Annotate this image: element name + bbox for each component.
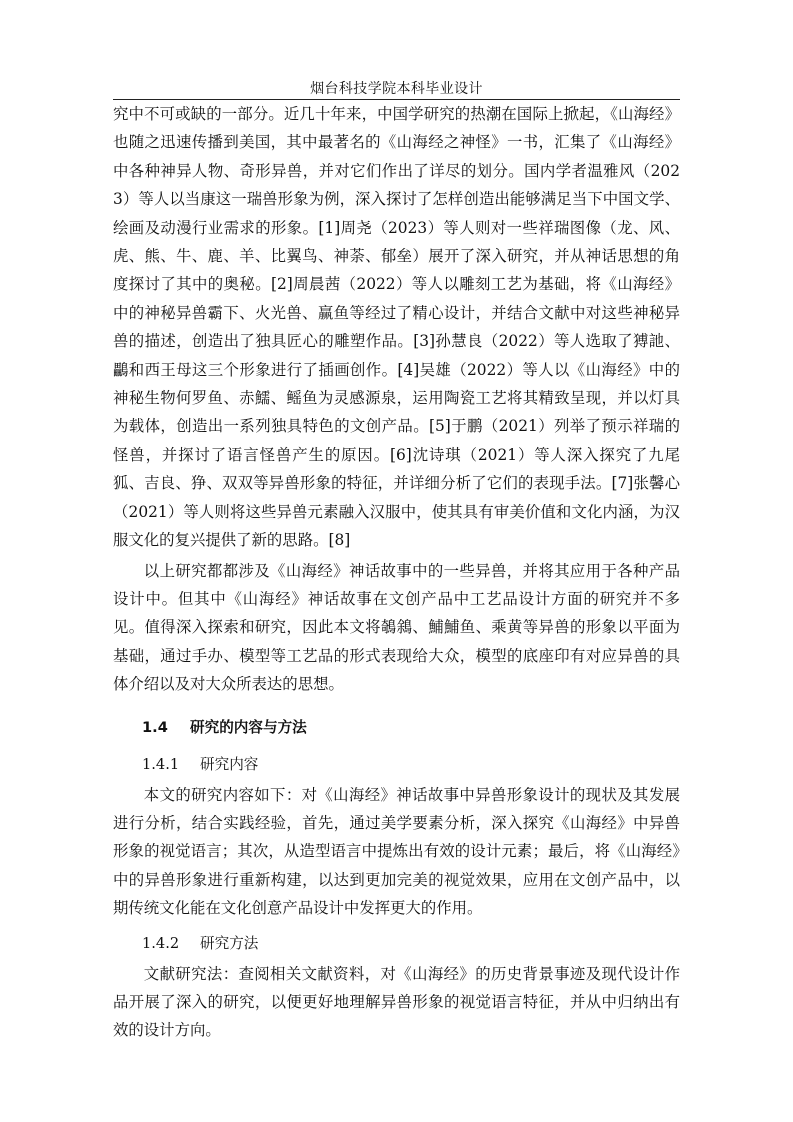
subsection-title: 研究内容 bbox=[200, 755, 259, 773]
paragraph-research-content: 本文的研究内容如下：对《山海经》神话故事中异兽形象设计的现状及其发展进行分析，结合实践经验，首先，通过美学要素分析，深入探究《山海经》中异兽形象的视觉语言；其次，从造型语言中提炼出有效的设计元素；最后，将《山海经》中的异兽形象进行重新构建，以达到更加完美的视觉效果，应用在文创产品中，以期传统文化能在文化创意产品设计中发挥更大的作用。 bbox=[113, 785, 680, 918]
section-title: 研究的内容与方法 bbox=[190, 718, 307, 736]
paragraph-research-summary: 以上研究都都涉及《山海经》神话故事中的一些异兽，并将其应用于各种产品设计中。但其中《山海经》神话故事在文创产品中工艺品设计方面的研究并不多见。值得深入探索和研究，因此本文将鵸䳜、鯆鯆鱼、乘黄等异兽的形象以平面为基础，通过手办、模型等工艺品的形式表现给大众，模型的底座印有对应异兽的具体介绍以及对大众所表达的思想。 bbox=[113, 561, 680, 694]
subsection-heading-1-4-1 bbox=[113, 749, 680, 781]
running-header: 烟台科技学院本科毕业设计 bbox=[310, 81, 483, 97]
subsection-number: 1.4.2 bbox=[142, 934, 180, 952]
paragraph-literature-review: 究中不可或缺的一部分。近几十年来，中国学研究的热潮在国际上掀起，《山海经》也随之迅速传播到美国，其中最著名的《山海经之神怪》一书，汇集了《山海经》中各种神异人物、奇形异兽，并对它们作出了详尽的划分。国内学者温雅风（2023）等人以当康这一瑞兽形象为例，深入探讨了怎样创造出能够满足当下中国文学、绘画及动漫行业需求的形象。[1]周尧（2023）等人则对一些祥瑞图像（龙、风、虎、熊、牛、鹿、羊、比翼鸟、神荼、郁垒）展开了深入研究，并从神话思想的角度探讨了其中的奥秘。[2]周晨茜（2022）等人以雕刻工艺为基础，将《山海经》中的神秘异兽霸下、火光兽、赢鱼等经过了精心设计，并结合文献中对这些神秘异兽的描述，创造出了独具匠心的雕塑作品。[3]孙慧良（2022）等人选取了猼訑、鸓和西王母这三个形象进行了插画创作。[4]吴雄（2022）等人以《山海经》中的神秘生物何罗鱼、赤鱬、鳐鱼为灵感源泉，运用陶瓷工艺将其精致呈现，并以灯具为载体，创造出一系列独具特色的文创产品。[5]于鹏（2021）列举了预示祥瑞的怪兽，并探讨了语言怪兽产生的原因。[6]沈诗琪（2021）等人深入探究了九尾狐、吉良、狰、双双等异兽形象的特征，并详细分析了它们的表现手法。[7]张馨心（2021）等人则将这些异兽元素融入汉服中，使其具有审美价值和文化内涵，为汉服文化的复兴提供了新的思路。[8] bbox=[113, 105, 680, 550]
section-heading-1-4 bbox=[113, 712, 680, 744]
subsection-heading-1-4-2 bbox=[113, 928, 680, 960]
subsection-title: 研究方法 bbox=[200, 934, 259, 952]
paragraph-research-method: 文献研究法：查阅相关文献资料，对《山海经》的历史背景事迹及现代设计作品开展了深入的研究，以便更好地理解异兽形象的视觉语言特征，并从中归纳出有效的设计方向。 bbox=[113, 964, 680, 1040]
document-body bbox=[113, 100, 680, 1045]
section-number: 1.4 bbox=[142, 718, 168, 736]
subsection-number: 1.4.1 bbox=[142, 755, 180, 773]
